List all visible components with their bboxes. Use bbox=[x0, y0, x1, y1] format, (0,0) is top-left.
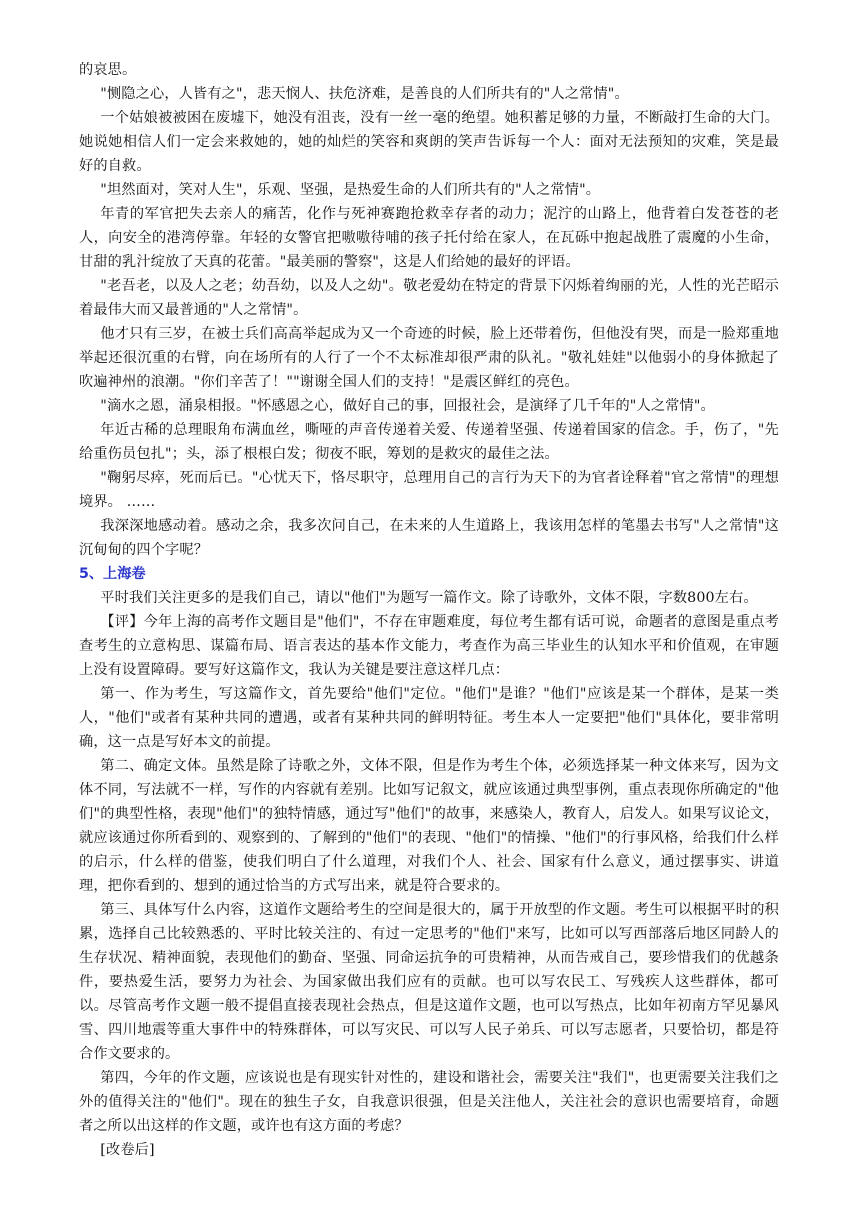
document-page bbox=[79, 58, 779, 1162]
paragraph: 的哀思。 bbox=[79, 62, 137, 78]
paragraph: "滴水之恩，涌泉相报。"怀感恩之心，做好自己的事，回报社会，是演绎了几千年的"人之常情"。 bbox=[100, 398, 715, 414]
paragraph: 【评】今年上海的高考作文题目是"他们"，不存在审题难度，每位考生都有话可说，命题者的意图是重点考查考生的立意构思、谋篇布局、语言表达的基本作文能力，考查作为高三毕业生的认知水平和价值观，在审题上没有设置障碍。要写好这篇作文，我认为关键是要注意这样几点： bbox=[79, 614, 779, 678]
paragraph: 第四，今年的作文题，应该说也是有现实针对性的，建设和谐社会，需要关注"我们"，也更需要关注我们之外的值得关注的"他们"。现在的独生子女，自我意识很强，但是关注他人，关注社会的意识也需要培育，命题者之所以出这样的作文题，或许也有这方面的考虑？ bbox=[79, 1070, 779, 1134]
section-heading: 5、上海卷 bbox=[79, 566, 146, 582]
paragraph: 年青的军官把失去亲人的痛苦，化作与死神赛跑抢救幸存者的动力；泥泞的山路上，他背着白发苍苍的老人，向安全的港湾停靠。年轻的女警官把嗷嗷待哺的孩子托付给在家人，在瓦砾中抱起战胜了震魔的小生命，甘甜的乳汁绽放了天真的花蕾。"最美丽的警察"，这是人们给她的最好的评语。 bbox=[79, 206, 779, 270]
paragraph: "坦然面对，笑对人生"，乐观、坚强，是热爱生命的人们所共有的"人之常情"。 bbox=[100, 182, 601, 198]
paragraph: 第一、作为考生，写这篇作文，首先要给"他们"定位。"他们"是谁？"他们"应该是某一个群体，是某一类人，"他们"或者有某种共同的遭遇，或者有某种共同的鲜明特征。考生本人一定要把"他们"具体化，要非常明确，这一点是写好本文的前提。 bbox=[79, 686, 779, 750]
paragraph: "老吾老，以及人之老；幼吾幼，以及人之幼"。敬老爱幼在特定的背景下闪烁着绚丽的光，人性的光芒昭示着最伟大而又最普通的"人之常情"。 bbox=[79, 278, 779, 318]
essay-body-before bbox=[79, 58, 779, 562]
paragraph: 平时我们关注更多的是我们自己，请以"他们"为题写一篇作文。除了诗歌外，文体不限，字数800左右。 bbox=[100, 590, 758, 606]
paragraph: 第二、确定文体。虽然是除了诗歌之外，文体不限，但是作为考生个体，必须选择某一种文体来写，因为文体不同，写法就不一样，写作的内容就有差别。比如写记叙文，就应该通过典型事例，重点表现你所确定的"他们"的典型性格，表现"他们"的独特情感，通过写"他们"的故事，来感染人，教育人，启发人。如果写议论文，就应该通过你所看到的、观察到的、了解到的"他们"的表现、"他们"的情操、"他们"的行事风格，给我们什么样的启示，什么样的借鉴，使我们明白了什么道理，对我们个人、社会、国家有什么意义，通过摆事实、讲道理，把你看到的、想到的通过恰当的方式写出来，就是符合要求的。 bbox=[79, 758, 779, 894]
paragraph: 他才只有三岁，在被士兵们高高举起成为又一个奇迹的时候，脸上还带着伤，但他没有哭，而是一脸郑重地举起还很沉重的右臂，向在场所有的人行了一个不太标准却很严肃的队礼。"敬礼娃娃"以他弱小的身体掀起了吹遍神州的浪潮。"你们辛苦了！""谢谢全国人们的支持！"是震区鲜红的亮色。 bbox=[79, 326, 779, 390]
paragraph: [改卷后] bbox=[100, 1142, 155, 1158]
paragraph: "恻隐之心，人皆有之"，悲天悯人、扶危济难，是善良的人们所共有的"人之常情"。 bbox=[100, 86, 629, 102]
paragraph: 年近古稀的总理眼角布满血丝，嘶哑的声音传递着关爱、传递着坚强、传递着国家的信念。手，伤了，"先给重伤员包扎"；头，添了根根白发；彻夜不眠，筹划的是救灾的最佳之法。 bbox=[79, 422, 779, 462]
paragraph: 一个姑娘被被困在废墟下，她没有沮丧，没有一丝一毫的绝望。她积蓄足够的力量，不断敲打生命的大门。她说她相信人们一定会来救她的，她的灿烂的笑容和爽朗的笑声告诉每一个人：面对无法预知的灾难，笑是最好的自救。 bbox=[79, 110, 779, 174]
paragraph: 第三、具体写什么内容，这道作文题给考生的空间是很大的，属于开放型的作文题。考生可以根据平时的积累，选择自己比较熟悉的、平时比较关注的、有过一定思考的"他们"来写，比如可以写西部落后地区同龄人的生存状况、精神面貌，表现他们的勤奋、坚强、同命运抗争的可贵精神，从而告戒自己，要珍惜我们的优越条件，要热爱生活，要努力为社会、为国家做出我们应有的贡献。也可以写农民工、写残疾人这些群体，都可以。尽管高考作文题一般不提倡直接表现社会热点，但是这道作文题，也可以写热点，比如年初南方罕见暴风雪、四川地震等重大事件中的特殊群体，可以写灾民、可以写人民子弟兵、可以写志愿者，只要恰切，都是符合作文要求的。 bbox=[79, 902, 779, 1062]
paragraph: "鞠躬尽瘁，死而后已。"心忧天下，恪尽职守，总理用自己的言行为天下的为官者诠释着"官之常情"的理想境界。 …… bbox=[79, 470, 779, 510]
essay-body-after bbox=[79, 586, 779, 1162]
paragraph: 我深深地感动着。感动之余，我多次问自己，在未来的人生道路上，我该用怎样的笔墨去书写"人之常情"这沉甸甸的四个字呢？ bbox=[79, 518, 779, 558]
